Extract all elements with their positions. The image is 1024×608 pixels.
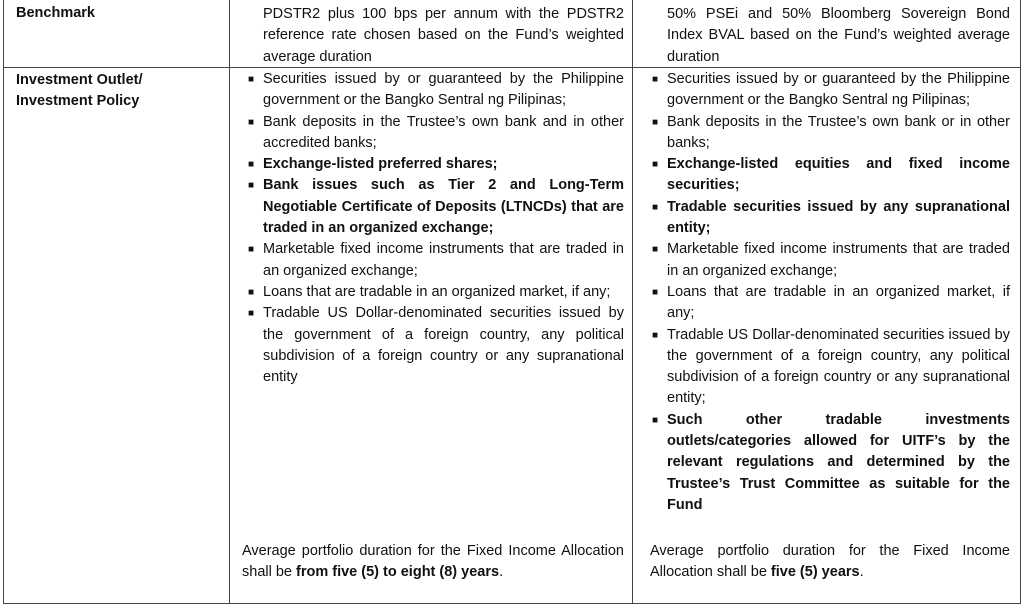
list-item-text: Marketable fixed income instruments that are traded in an organized exchange;: [667, 241, 1010, 279]
benchmark-col1-text: PDSTR2 plus 100 bps per annum with the PDSTR2 reference rate chosen based on the Fund’s weighted average duration: [263, 6, 624, 65]
list-item-text: Tradable US Dollar-denominated securities issued by the government of a foreign country, any political subdivision of a foreign country or any supranational entity: [263, 305, 624, 386]
list-item: [646, 69, 1010, 112]
list-item: [242, 239, 624, 282]
list-item: [242, 303, 624, 388]
list-item-text: Tradable securities issued by any supranational entity;: [667, 198, 1010, 237]
list-item-text: Bank issues such as Tier 2 and Long-Term Negotiable Certificate of Deposits (LTNCDs) that are traded in an organized exchange;: [263, 177, 624, 237]
square-bullet-icon: ■: [652, 159, 659, 171]
square-bullet-icon: ■: [248, 244, 255, 256]
list-item: [646, 282, 1010, 325]
table-border-bottom: [3, 603, 1021, 604]
list-item: [242, 69, 624, 112]
duration-col1-cell: [242, 541, 624, 584]
benchmark-col2-text: 50% PSEi and 50% Bloomberg Sovereign Bond Index BVAL based on the Fund’s weighted average duration: [667, 6, 1010, 65]
column-divider-2: [632, 0, 633, 604]
duration-col2-bold: five (5) years: [770, 564, 860, 581]
square-bullet-icon: ■: [248, 286, 255, 298]
table-border-left: [3, 0, 4, 604]
square-bullet-icon: ■: [652, 329, 659, 341]
square-bullet-icon: ■: [652, 414, 659, 426]
table-border-right: [1020, 0, 1021, 604]
benchmark-label-cell: [16, 3, 221, 24]
square-bullet-icon: ■: [248, 116, 255, 128]
list-item: [646, 112, 1010, 155]
square-bullet-icon: ■: [652, 286, 659, 298]
list-item: [242, 112, 624, 155]
duration-col2-suffix: .: [859, 564, 864, 581]
duration-col1-suffix: .: [499, 564, 504, 581]
benchmark-col1-cell: [263, 4, 624, 68]
list-item-text: Such other tradable investments outlets/categories allowed for UITF’s by the relevant regulations and determined by the Trustee’s Trust Committee as suitable for the Fund: [667, 411, 1010, 513]
benchmark-col2-cell: [667, 4, 1010, 68]
square-bullet-icon: ■: [652, 244, 659, 256]
list-item: [242, 175, 624, 239]
square-bullet-icon: ■: [248, 159, 255, 171]
list-item: [242, 154, 624, 175]
list-item: [242, 282, 624, 303]
list-item: [646, 197, 1010, 240]
list-item-text: Exchange-listed preferred shares;: [263, 156, 498, 173]
list-item-text: Loans that are tradable in an organized market, if any;: [263, 283, 611, 300]
square-bullet-icon: ■: [652, 201, 659, 213]
investment-label-cell: [16, 70, 221, 112]
list-item: [646, 154, 1010, 197]
investment-col2-cell: [646, 69, 1010, 516]
list-item-text: Securities issued by or guaranteed by the Philippine government or the Bangko Sentral ng Pilipinas;: [667, 71, 1010, 109]
investment-col2-list: [646, 69, 1010, 516]
list-item-text: Bank deposits in the Trustee’s own bank and in other accredited banks;: [263, 113, 624, 151]
column-divider-1: [229, 0, 230, 604]
list-item-text: Marketable fixed income instruments that are traded in an organized exchange;: [263, 241, 624, 279]
investment-col1-list: [242, 69, 624, 388]
list-item-text: Tradable US Dollar-denominated securities issued by the government of a foreign country, any political subdivision of a foreign country or any supranational entity;: [667, 326, 1010, 407]
list-item: [646, 410, 1010, 516]
list-item: [646, 325, 1010, 410]
list-item-text: Exchange-listed equities and fixed income securities;: [667, 156, 1010, 194]
investment-label-line2: Investment Policy: [16, 93, 140, 109]
benchmark-label: Benchmark: [16, 5, 95, 21]
investment-label-line1: Investment Outlet/: [16, 72, 143, 88]
list-item-text: Bank deposits in the Trustee’s own bank or in other banks;: [667, 113, 1010, 151]
square-bullet-icon: ■: [248, 308, 255, 320]
square-bullet-icon: ■: [248, 74, 255, 85]
list-item-text: Securities issued by or guaranteed by the Philippine government or the Bangko Sentral ng Pilipinas;: [263, 71, 624, 109]
list-item: [646, 239, 1010, 282]
investment-col1-cell: [242, 69, 624, 388]
duration-col2-cell: [650, 541, 1010, 584]
duration-col1-bold: from five (5) to eight (8) years: [296, 564, 500, 581]
duration-col1-prefix: Average portfolio duration for the Fixed Income Allocation shall be: [242, 543, 624, 581]
square-bullet-icon: ■: [652, 74, 659, 85]
duration-col2-prefix: Average portfolio duration for the Fixed Income Allocation shall be: [650, 543, 1010, 581]
square-bullet-icon: ■: [652, 116, 659, 128]
list-item-text: Loans that are tradable in an organized market, if any;: [667, 283, 1010, 322]
square-bullet-icon: ■: [248, 180, 255, 192]
